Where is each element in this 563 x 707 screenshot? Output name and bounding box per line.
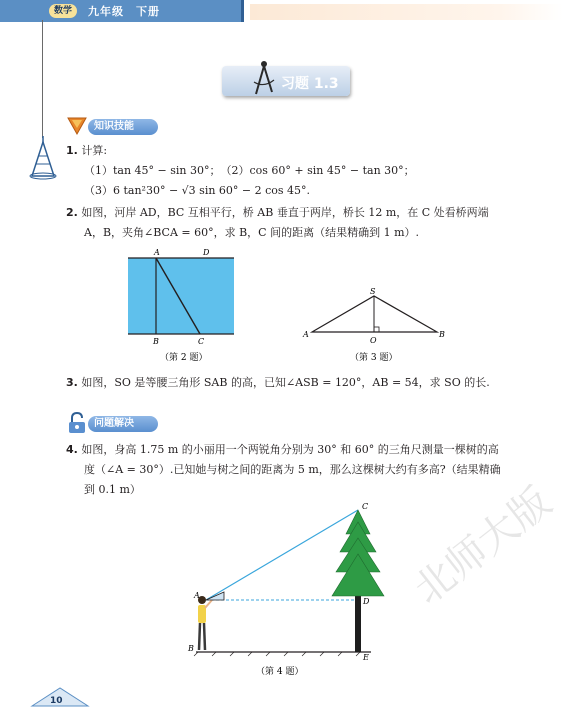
q4-line3: 到 0.1 m） (84, 483, 141, 496)
lock-icon (66, 412, 88, 434)
fig2-label-c: C (198, 337, 205, 346)
tower-icon (28, 136, 58, 180)
sight-line (206, 510, 358, 600)
q2-line2: A，B，夹角∠BCA = 60°，求 B，C 间的距离（结果精确到 1 m）. (84, 226, 420, 239)
fig2-label-b: B (153, 337, 159, 346)
q1-prompt: 计算: (81, 144, 108, 157)
watermark: 北师大版 (405, 478, 560, 614)
figure-2 (120, 246, 245, 366)
margin-line (42, 20, 43, 138)
q1-line1: （1）tan 45° − sin 30°； （2）cos 60° + sin 45° − tan 30°； (84, 164, 415, 177)
page-number: 10 (50, 696, 63, 706)
fig3-label-a: A (303, 330, 309, 339)
q4-number: 4. (66, 443, 78, 456)
q1-line2: （3）6 tan²30° − √3 sin 60° − 2 cos 45°. (84, 184, 311, 197)
fig4-label-c: C (362, 502, 369, 511)
fig4-label-e: E (363, 653, 369, 662)
subject-badge: 数学 (49, 4, 77, 18)
fig4-caption: （第 4 题） (256, 667, 304, 677)
river (128, 258, 234, 334)
fig2-caption: （第 2 题） (160, 353, 208, 363)
q3-number: 3. (66, 376, 78, 389)
q4-line1: 如图，身高 1.75 m 的小丽用一个两锐角分别为 30° 和 60° 的三角尺测量一棵树的高 (81, 443, 499, 456)
grade-label: 九年级 下册 (88, 5, 160, 18)
fig3-caption: （第 3 题） (350, 353, 398, 363)
figure-3 (300, 284, 450, 366)
fig3-label-b: B (439, 330, 445, 339)
tree-trunk (355, 596, 361, 652)
header-strip (250, 4, 563, 20)
tree-icon (332, 510, 384, 596)
fig4-label-b: B (188, 644, 194, 653)
fig4-label-d: D (363, 597, 370, 606)
q2-line1: 如图，河岸 AD，BC 互相平行，桥 AB 垂直于两岸，桥长 12 m，在 C 处看桥两端 (81, 206, 489, 219)
fig2-label-a: A (154, 248, 160, 257)
fig3-label-s: S (370, 287, 376, 296)
person-icon (198, 592, 224, 650)
figure-4 (186, 500, 386, 680)
section-skills: 知识技能 (88, 119, 158, 135)
set-square (206, 592, 224, 600)
section-problems: 问题解决 (88, 416, 158, 432)
q4-line2: 度（∠A = 30°）.已知她与树之间的距离为 5 m，那么这棵树大约有多高?（结果精确 (84, 463, 501, 476)
q1-number: 1. (66, 144, 78, 157)
fig3-label-o: O (370, 336, 377, 345)
fig2-label-d: D (203, 248, 210, 257)
q3-line1: 如图，SO 是等腰三角形 SAB 的高，已知∠ASB = 120°，AB = 54，求 SO 的长. (81, 376, 490, 389)
q2-number: 2. (66, 206, 78, 219)
compass-icon (250, 58, 278, 98)
exercise-title: 习题 1.3 (281, 76, 339, 92)
fig4-label-a: A (194, 591, 200, 600)
trophy-icon (66, 116, 88, 136)
